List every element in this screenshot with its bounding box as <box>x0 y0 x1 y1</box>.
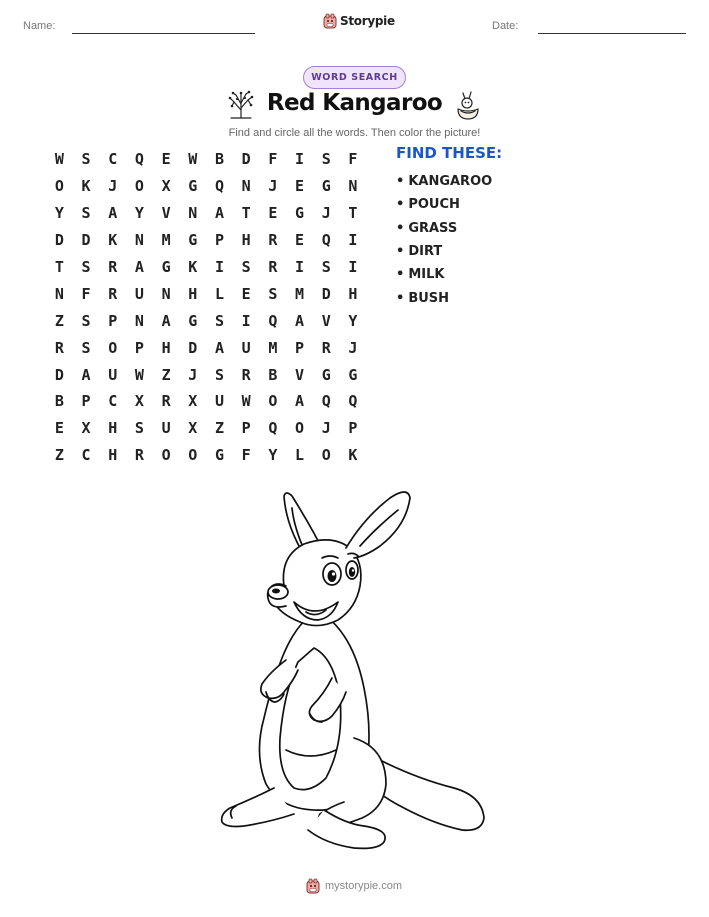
grid-letter[interactable]: S <box>241 258 251 276</box>
grid-letter[interactable]: E <box>54 419 64 438</box>
grid-letter[interactable]: S <box>214 311 224 330</box>
grid-letter[interactable]: R <box>108 258 118 276</box>
grid-letter[interactable]: V <box>321 311 331 330</box>
kangaroo-line-drawing[interactable] <box>214 488 489 853</box>
word-list-item <box>396 286 492 309</box>
grid-letter[interactable]: O <box>188 446 198 465</box>
grid-letter[interactable]: X <box>161 177 171 196</box>
grid-letter[interactable]: V <box>161 204 171 223</box>
grid-letter[interactable]: P <box>81 392 91 411</box>
grid-letter[interactable]: X <box>188 419 198 438</box>
grid-letter[interactable]: O <box>268 392 278 411</box>
grid-letter[interactable]: I <box>348 258 358 276</box>
grid-letter[interactable]: Z <box>161 365 171 384</box>
grid-letter[interactable]: B <box>54 392 64 411</box>
grid-letter[interactable]: R <box>241 365 251 384</box>
grid-letter[interactable]: K <box>81 177 91 196</box>
grid-letter[interactable]: V <box>295 365 305 384</box>
grid-letter[interactable]: E <box>268 204 278 223</box>
grid-row <box>46 307 366 334</box>
grid-letter[interactable]: Z <box>54 446 64 465</box>
grid-letter[interactable]: P <box>241 419 251 438</box>
grid-letter[interactable]: R <box>134 446 144 465</box>
grid-letter[interactable]: O <box>321 446 331 465</box>
grid-letter[interactable]: O <box>161 446 171 465</box>
grid-letter[interactable]: J <box>321 419 331 438</box>
footer <box>306 878 402 894</box>
find-these-heading: FIND THESE: <box>396 144 503 162</box>
grid-row <box>46 388 366 415</box>
grid-letter[interactable]: G <box>321 365 331 384</box>
grid-letter[interactable]: G <box>348 365 358 384</box>
grid-letter[interactable]: P <box>214 231 224 250</box>
grid-letter[interactable]: A <box>108 204 118 223</box>
word-list-item <box>396 240 492 263</box>
grid-letter[interactable]: O <box>108 338 118 357</box>
grid-letter[interactable]: G <box>188 177 198 196</box>
grid-letter[interactable]: K <box>108 231 118 250</box>
grid-letter[interactable]: H <box>161 338 171 357</box>
footer-url[interactable]: mystorypie.com <box>325 880 403 892</box>
grid-letter[interactable]: O <box>295 419 305 438</box>
kangaroo-tail <box>372 756 484 830</box>
grid-letter[interactable]: P <box>108 311 118 330</box>
grid-letter[interactable]: F <box>268 150 278 169</box>
bullet: • <box>396 197 405 213</box>
grid-letter[interactable]: H <box>348 284 358 303</box>
word-list-item <box>396 170 492 193</box>
storypie-logo-icon <box>323 13 337 29</box>
word-label: MILK <box>408 267 445 283</box>
grid-letter[interactable]: H <box>108 446 118 465</box>
word-search-badge: WORD SEARCH <box>303 66 406 89</box>
grid-letter[interactable]: P <box>348 419 358 438</box>
grid-letter[interactable]: C <box>108 150 118 169</box>
grid-letter[interactable]: S <box>81 204 91 223</box>
word-list-item <box>396 263 492 286</box>
grid-letter[interactable]: H <box>241 231 251 250</box>
grid-letter[interactable]: P <box>295 338 305 357</box>
grid-letter[interactable]: D <box>54 365 64 384</box>
grid-letter[interactable]: F <box>348 150 358 169</box>
grid-letter[interactable]: I <box>214 258 224 276</box>
grid-letter[interactable]: P <box>134 338 144 357</box>
word-label: KANGAROO <box>408 174 493 190</box>
grid-letter[interactable]: N <box>161 284 171 303</box>
word-label: BUSH <box>408 290 450 306</box>
grid-letter[interactable]: S <box>81 258 91 276</box>
grid-letter[interactable]: G <box>188 231 198 250</box>
grid-letter[interactable]: H <box>188 284 198 303</box>
grid-letter[interactable]: O <box>134 177 144 196</box>
grid-row <box>46 173 366 200</box>
grid-letter[interactable]: C <box>81 446 91 465</box>
kangaroo-ear-right <box>346 492 410 558</box>
bullet: • <box>396 220 405 236</box>
grid-letter[interactable]: R <box>161 392 171 411</box>
grid-letter[interactable]: S <box>134 419 144 438</box>
grid-letter[interactable]: N <box>134 231 144 250</box>
grid-letter[interactable]: G <box>214 446 224 465</box>
grid-letter[interactable]: X <box>188 392 198 411</box>
grid-letter[interactable]: D <box>321 284 331 303</box>
grid-letter[interactable]: U <box>214 392 224 411</box>
grid-letter[interactable]: E <box>241 284 251 303</box>
grid-letter[interactable]: M <box>268 338 278 357</box>
grid-letter[interactable]: G <box>321 177 331 196</box>
grid-letter[interactable]: A <box>295 392 305 411</box>
grid-letter[interactable]: W <box>54 150 64 169</box>
grid-letter[interactable]: N <box>241 177 251 196</box>
grid-letter[interactable]: T <box>348 204 358 223</box>
grid-letter[interactable]: B <box>214 150 224 169</box>
grid-letter[interactable]: R <box>108 284 118 303</box>
grid-letter[interactable]: U <box>134 284 144 303</box>
grid-letter[interactable]: Y <box>134 204 144 223</box>
grid-letter[interactable]: E <box>161 150 171 169</box>
grid-letter[interactable]: L <box>214 284 224 303</box>
bullet: • <box>396 267 405 283</box>
word-list-item <box>396 193 492 216</box>
word-search-grid <box>46 146 366 469</box>
grid-letter[interactable]: I <box>295 258 305 276</box>
grid-letter[interactable]: Z <box>214 419 224 438</box>
grid-letter[interactable]: F <box>81 284 91 303</box>
grid-letter[interactable]: L <box>295 446 305 465</box>
grid-letter[interactable]: R <box>321 338 331 357</box>
grid-letter[interactable]: D <box>241 150 251 169</box>
word-label: DIRT <box>408 244 443 260</box>
grid-letter[interactable]: U <box>161 419 171 438</box>
grid-letter[interactable]: J <box>108 177 118 196</box>
grid-letter[interactable]: I <box>348 231 358 250</box>
kangaroo-pouch-icon <box>455 89 481 121</box>
name-label: Name: <box>23 20 56 32</box>
grid-letter[interactable]: Q <box>268 311 278 330</box>
grid-letter[interactable]: G <box>161 258 171 276</box>
date-label: Date: <box>492 20 519 32</box>
grid-row <box>46 146 366 173</box>
grid-letter[interactable]: Q <box>268 419 278 438</box>
grid-letter[interactable]: D <box>188 338 198 357</box>
grid-letter[interactable]: J <box>188 365 198 384</box>
grid-row <box>46 415 366 442</box>
grid-letter[interactable]: H <box>108 419 118 438</box>
grid-letter[interactable]: G <box>295 204 305 223</box>
grid-letter[interactable]: S <box>321 150 331 169</box>
date-line[interactable] <box>538 33 686 34</box>
grid-letter[interactable]: D <box>54 231 64 250</box>
grid-letter[interactable]: S <box>268 284 278 303</box>
grid-row <box>46 254 366 281</box>
grid-letter[interactable]: B <box>268 365 278 384</box>
grid-letter[interactable]: N <box>188 204 198 223</box>
word-list <box>396 170 492 310</box>
grid-letter[interactable]: K <box>188 258 198 276</box>
grid-letter[interactable]: T <box>54 258 64 276</box>
grid-letter[interactable]: S <box>214 365 224 384</box>
grid-letter[interactable]: W <box>188 150 198 169</box>
grid-letter[interactable]: A <box>81 365 91 384</box>
grid-row <box>46 227 366 254</box>
grid-letter[interactable]: E <box>295 177 305 196</box>
instructions: Find and circle all the words. Then color the picture! <box>228 127 481 139</box>
grid-letter[interactable]: U <box>241 338 251 357</box>
page-title: Red Kangaroo <box>266 90 443 116</box>
grid-letter[interactable]: Q <box>321 231 331 250</box>
grid-letter[interactable]: Q <box>348 392 358 411</box>
grid-row <box>46 200 366 227</box>
word-list-item <box>396 217 492 240</box>
storypie-logo-icon <box>306 878 320 894</box>
grid-letter[interactable]: S <box>81 311 91 330</box>
grid-letter[interactable]: Q <box>214 177 224 196</box>
grid-letter[interactable]: A <box>214 204 224 223</box>
grid-letter[interactable]: J <box>268 177 278 196</box>
bullet: • <box>396 290 405 306</box>
grid-row <box>46 361 366 388</box>
bullet: • <box>396 174 405 190</box>
grid-letter[interactable]: M <box>295 284 305 303</box>
grid-letter[interactable]: Y <box>348 311 358 330</box>
grid-letter[interactable]: S <box>81 150 91 169</box>
name-line[interactable] <box>72 33 255 34</box>
word-label: GRASS <box>408 220 458 236</box>
brand <box>323 13 395 29</box>
grid-letter[interactable]: I <box>241 311 251 330</box>
grid-letter[interactable]: Z <box>54 311 64 330</box>
grid-letter[interactable]: S <box>81 338 91 357</box>
grid-letter[interactable]: N <box>134 311 144 330</box>
grid-letter[interactable]: E <box>295 231 305 250</box>
grid-letter[interactable]: N <box>54 284 64 303</box>
grid-letter[interactable]: Q <box>134 150 144 169</box>
grid-letter[interactable]: A <box>161 311 171 330</box>
grid-letter[interactable]: J <box>321 204 331 223</box>
grid-letter[interactable]: R <box>268 258 278 276</box>
bullet: • <box>396 244 405 260</box>
grid-letter[interactable]: Q <box>321 392 331 411</box>
grid-letter[interactable]: X <box>81 419 91 438</box>
grid-letter[interactable]: A <box>214 338 224 357</box>
grid-letter[interactable]: U <box>108 365 118 384</box>
grid-letter[interactable]: G <box>188 311 198 330</box>
grid-letter[interactable]: C <box>108 392 118 411</box>
grid-letter[interactable]: J <box>348 338 358 357</box>
grid-letter[interactable]: M <box>161 231 171 250</box>
word-label: POUCH <box>408 197 460 213</box>
grid-letter[interactable]: D <box>81 231 91 250</box>
grid-letter[interactable]: W <box>134 365 144 384</box>
grid-letter[interactable]: A <box>134 258 144 276</box>
grid-letter[interactable]: T <box>241 204 251 223</box>
grid-letter[interactable]: Y <box>54 204 64 223</box>
grid-letter[interactable]: A <box>295 311 305 330</box>
grid-row <box>46 280 366 307</box>
brand-name: Storypie <box>340 14 395 28</box>
grid-letter[interactable]: Y <box>268 446 278 465</box>
grid-letter[interactable]: K <box>348 446 358 465</box>
grid-letter[interactable]: O <box>54 177 64 196</box>
grid-letter[interactable]: R <box>268 231 278 250</box>
grid-row <box>46 442 366 469</box>
grid-letter[interactable]: W <box>241 392 251 411</box>
grid-letter[interactable]: S <box>321 258 331 276</box>
grid-letter[interactable]: R <box>54 338 64 357</box>
grid-letter[interactable]: N <box>348 177 358 196</box>
grid-row <box>46 334 366 361</box>
grid-letter[interactable]: F <box>241 446 251 465</box>
grid-letter[interactable]: X <box>134 392 144 411</box>
grid-letter[interactable]: I <box>295 150 305 169</box>
